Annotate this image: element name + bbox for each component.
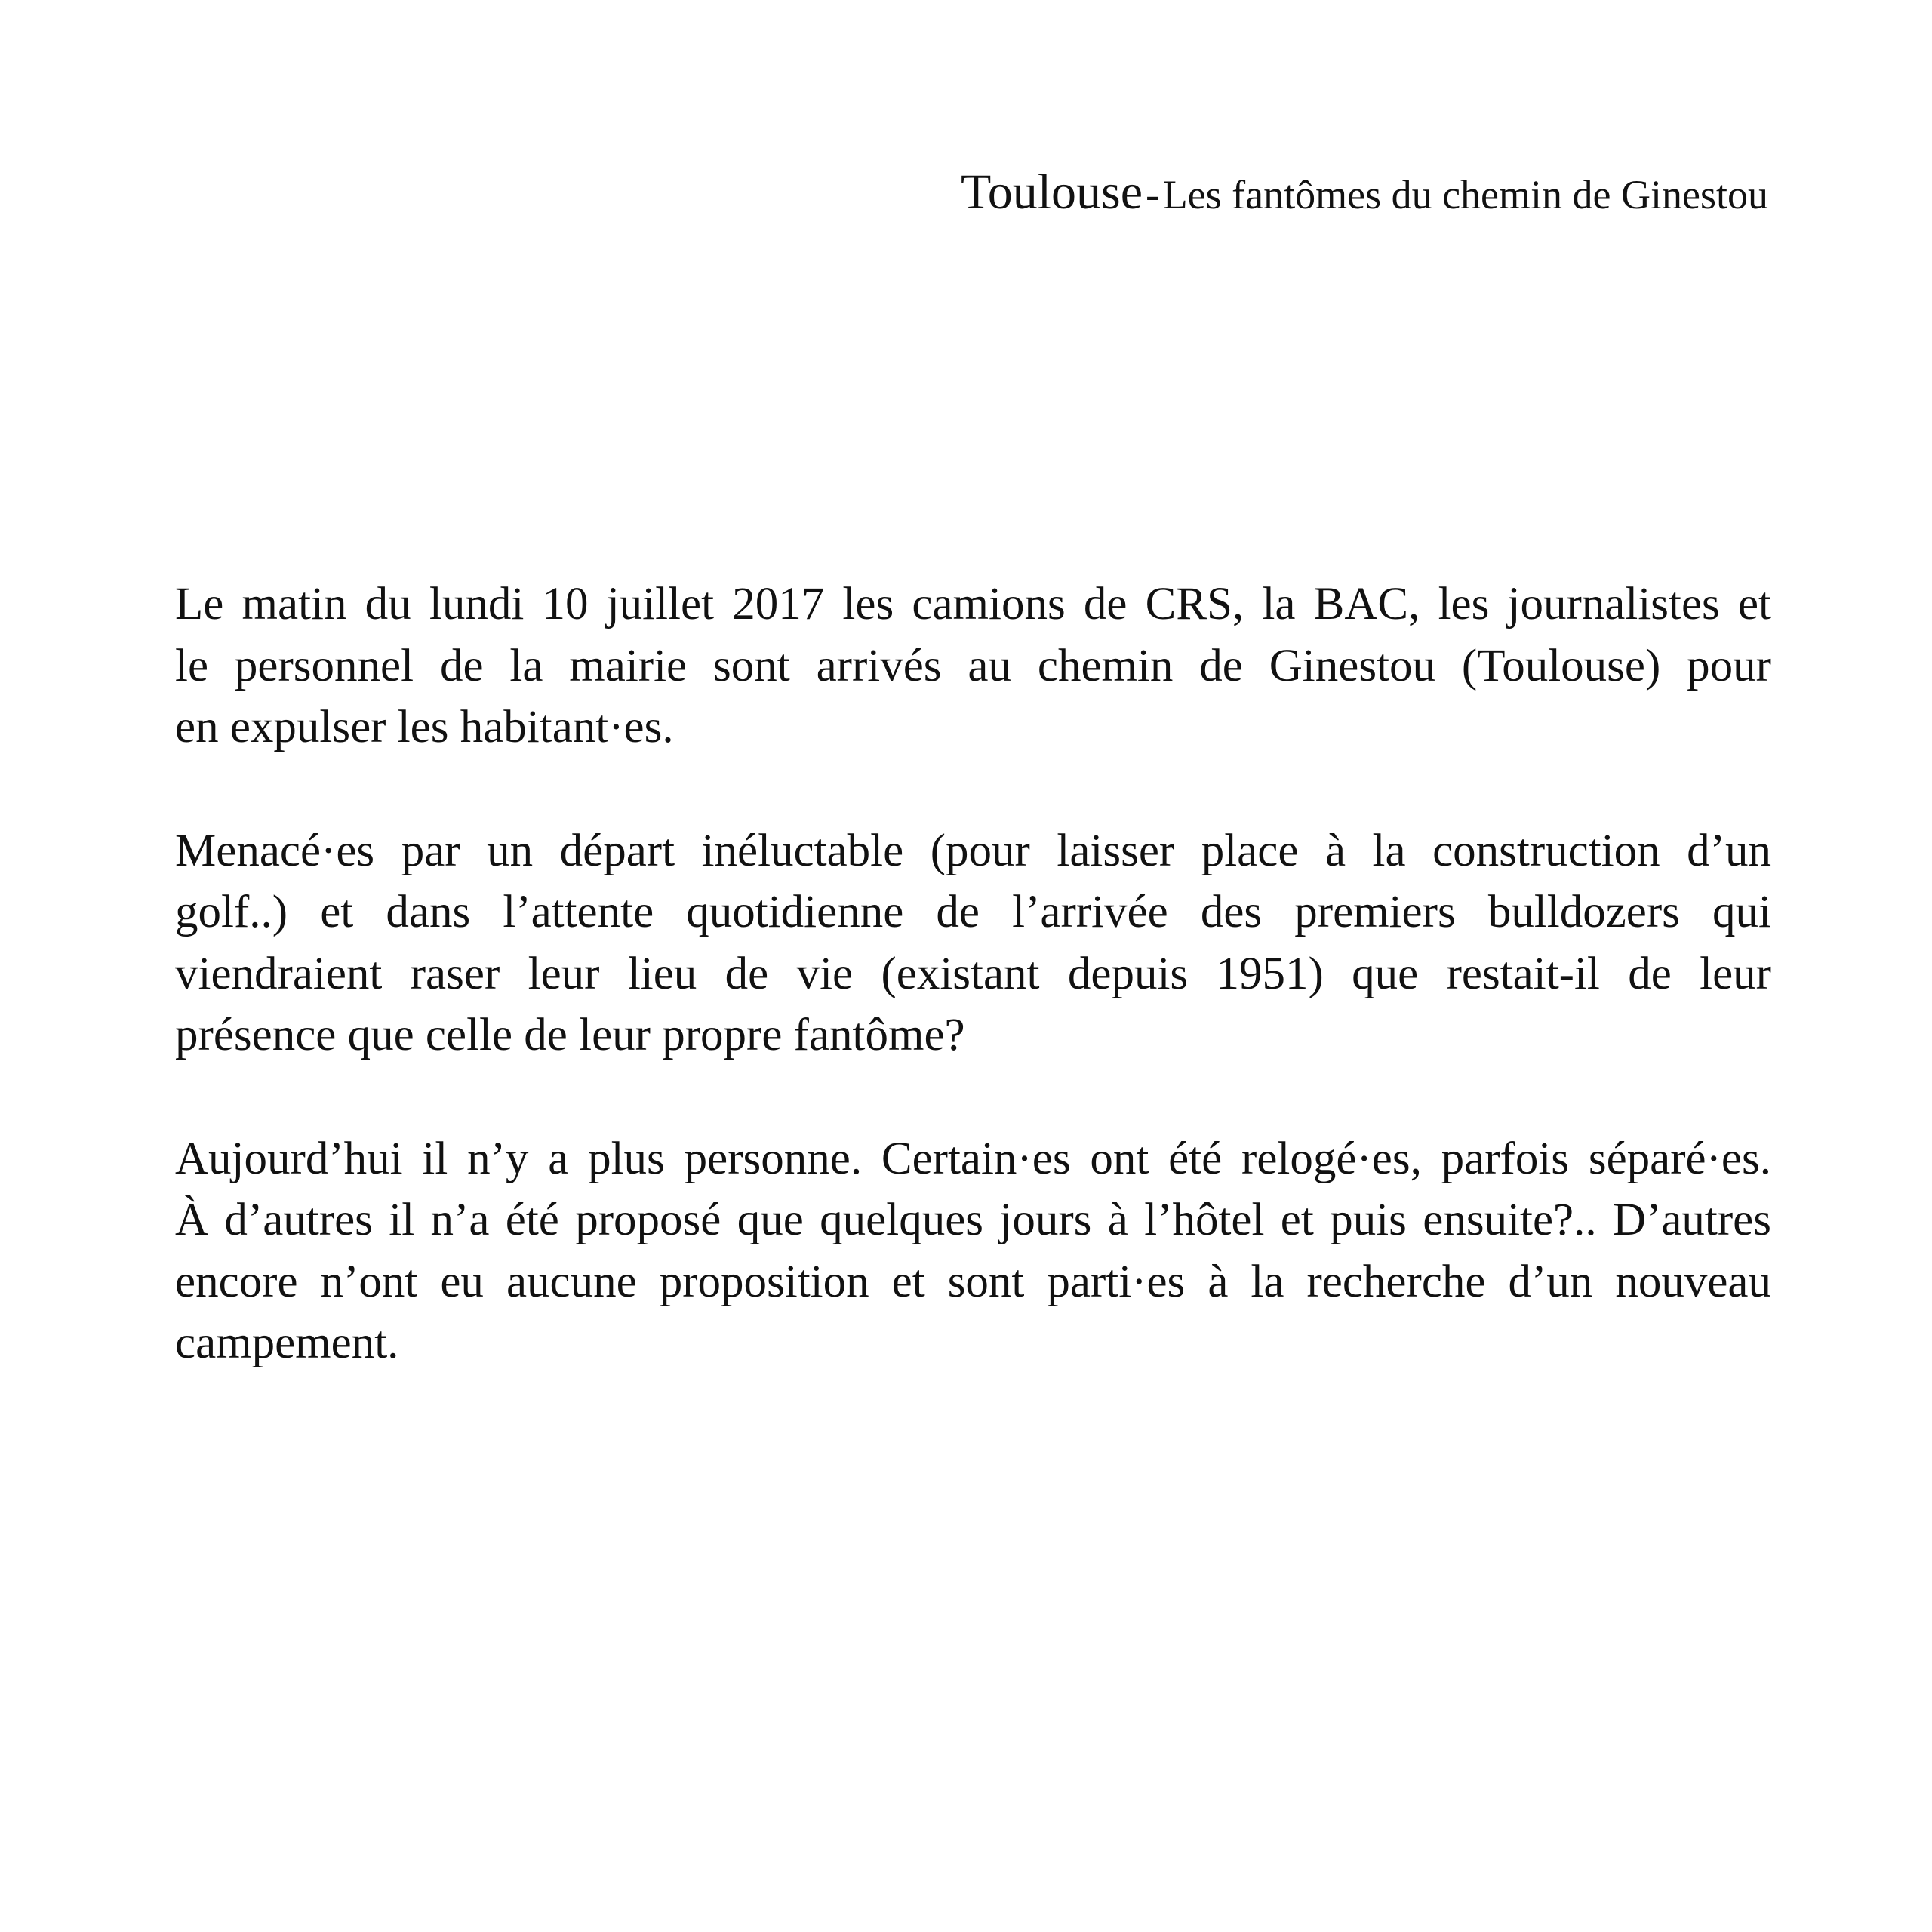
header-separator: - <box>1146 171 1160 218</box>
paragraph-line: Le matin du lundi 10 juillet 2017 les camions de CRS, la BAC, les journalistes et <box>175 579 1771 629</box>
paragraph-2 <box>175 820 1771 1066</box>
paragraph-line: Menacé·es par un départ inéluctable (pour laisser place à la construction d’un <box>175 825 1771 876</box>
paragraph-line: campement. <box>175 1318 399 1368</box>
paragraph-line: À d’autres il n’a été proposé que quelques jours à l’hôtel et puis ensuite?.. D’autres <box>175 1195 1771 1245</box>
paragraph-line: présence que celle de leur propre fantôme? <box>175 1010 965 1060</box>
paragraph-line: Aujourd’hui il n’y a plus personne. Certain·es ont été relogé·es, parfois séparé·es. <box>175 1133 1771 1184</box>
body-text <box>175 574 1771 1436</box>
paragraph-line: viendraient raser leur lieu de vie (existant depuis 1951) que restait-il de leur <box>175 948 1771 999</box>
header-subtitle: Les fantômes du chemin de Ginestou <box>1162 172 1768 217</box>
header-place: Toulouse <box>961 165 1143 220</box>
paragraph-1 <box>175 574 1771 758</box>
paragraph-line: le personnel de la mairie sont arrivés au chemin de Ginestou (Toulouse) pour <box>175 640 1771 691</box>
page-header <box>961 165 1768 220</box>
paragraph-3 <box>175 1128 1771 1374</box>
paragraph-line: golf..) et dans l’attente quotidienne de l’arrivée des premiers bulldozers qui <box>175 887 1771 937</box>
paragraph-line: en expulser les habitant·es. <box>175 702 674 752</box>
paragraph-line: encore n’ont eu aucune proposition et sont parti·es à la recherche d’un nouveau <box>175 1256 1771 1307</box>
